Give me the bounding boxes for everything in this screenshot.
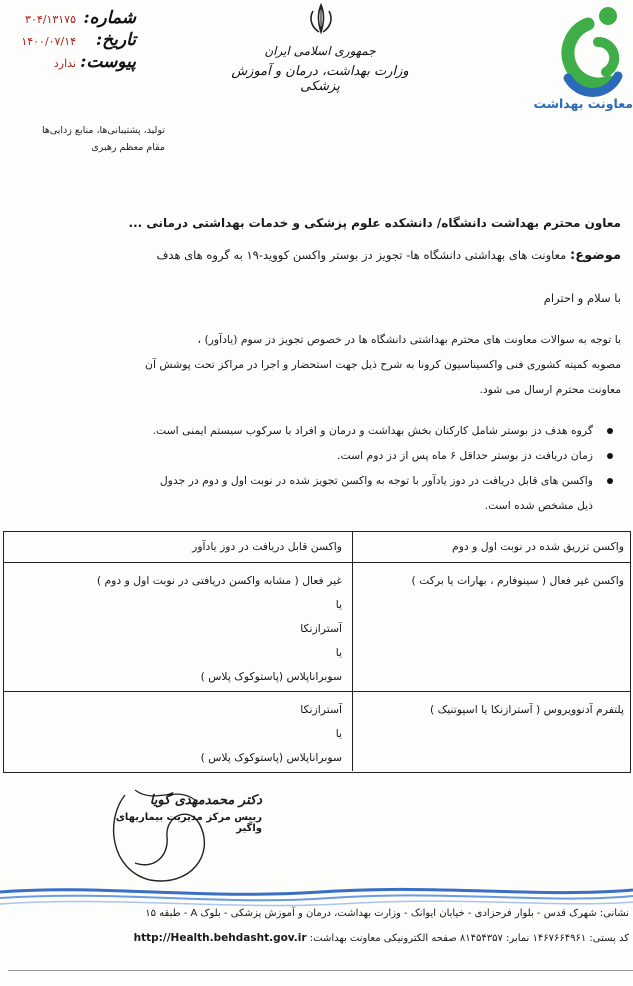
table-row [4,563,630,692]
footer-contact-line [134,932,629,944]
row1-left-line: یا [335,646,342,659]
slogan [0,122,165,156]
date-row [6,30,136,52]
row1-left-line: سوبراناپلاس (پاستوکوک پلاس ) [200,670,342,683]
footer-divider [8,970,633,971]
row2-right-text: پلتفرم آدنوویروس ( آسترازنکا یا اسپوتنیک ) [429,703,624,716]
attachment-row [6,52,136,74]
table-cell [352,692,630,771]
date-label: تاریخ: [95,30,136,50]
row1-right-text: واکسن غیر فعال ( سینوفارم ، بهارات یا برکت ) [411,574,624,587]
table-header-row [4,532,630,563]
footer-url-link[interactable]: http://Health.behdasht.gov.ir [133,932,307,944]
footer-contact: کد پستی: ۱۴۶۷۶۶۴۹۶۱ نمابر: ۸۱۴۵۴۳۵۷ صفحه الکترونیکی معاونت بهداشت: [309,933,629,944]
table-cell [4,563,352,691]
number-label: شماره: [83,8,136,28]
header-right-text: واکسن تزریق شده در نوبت اول و دوم [452,540,624,553]
header-left-text: واکسن قابل دریافت در دوز یادآور [192,540,342,553]
bullet-list [6,418,621,518]
row1-left-line: آسترازنکا [300,622,342,635]
table-cell [352,563,630,691]
iran-emblem-icon [304,2,338,36]
ministry-line-2: وزارت بهداشت، درمان و آموزش پزشکی [231,64,409,94]
row2-left-line: آسترازنکا [300,703,342,716]
subject-text: معاونت های بهداشتی دانشگاه ها- تجویز دز بوستر واکسن کووید-۱۹ به گروه های هدف [156,248,567,262]
signatory-name: دکتر محمدمهدی گویا [149,793,262,808]
letter-meta [6,8,136,74]
slogan-line-2: مقام معظم رهبری [91,142,165,153]
subject [157,248,622,263]
ministry-title [215,44,425,94]
greeting: با سلام و احترام [543,291,621,305]
intro-paragraph [21,327,621,402]
row2-left-text [201,698,342,770]
number-value: ۳۰۴/۱۳۱۷۵ [25,13,76,26]
table-header-cell [4,532,352,562]
row1-left-text [97,569,342,689]
logo-text: معاونت بهداشت [533,96,633,111]
date-value: ۱۴۰۰/۰۷/۱۴ [21,35,76,48]
bullet-text-3a: واکسن های قابل دریافت در دوز یادآور با توجه به واکسن تجویز شده در نوبت اول و دوم در جدول [159,474,593,487]
bullet-item [6,418,621,443]
table-cell [4,692,352,771]
row1-left-line: غیر فعال ( مشابه واکسن دریافتی در نوبت اول و دوم ) [96,574,342,587]
bullet-text-3b: ذیل مشخص شده است. [484,499,593,512]
slogan-line-1: تولید، پشتیبانی‌ها، منابع زدایی‌ها [41,125,165,136]
table-header-cell [352,532,630,562]
bullet-text-1: گروه هدف دز بوستر شامل کارکنان بخش بهداشت و درمان و افراد با سرکوب سیستم ایمنی است. [152,424,593,437]
bullet-item [6,443,621,468]
bullet-item [6,468,621,518]
attachment-value: ندارد [53,57,76,70]
para-line-3: معاونت محترم ارسال می شود. [479,383,621,396]
para-line-1: با توجه به سوالات معاونت های محترم بهداشتی دانشگاه ها در خصوص تجویز دز سوم (یادآور) ، [197,333,621,346]
table-row [4,692,630,771]
row2-left-line: سوبراناپلاس (پاستوکوک پلاس ) [200,751,342,764]
bullet-text-2: زمان دریافت دز بوستر حداقل ۶ ماه پس از دز دوم است. [337,449,593,462]
para-line-2: مصوبه کمیته کشوری فنی واکسیناسیون کرونا به شرح ذیل جهت استحضار و اجرا در مراکز تحت پوشش آن [145,358,621,371]
footer-address: نشانی: شهرک قدس - بلوار فرحزادی - خیابان ایوانک - وزارت بهداشت، درمان و آموزش پزشکی - بلوک A - طبقه ۱۵ [145,908,629,919]
vaccine-table [3,531,631,773]
ministry-line-1: جمهوری اسلامی ایران [264,44,376,58]
attachment-label: پیوست: [80,52,136,72]
addressee: معاون محترم بهداشت دانشگاه/ دانشکده علوم پزشکی و خدمات بهداشتی درمانی ... [128,216,621,230]
number-row [6,8,136,30]
footer-wave-band [0,884,633,910]
row2-left-line: یا [335,727,342,740]
row1-left-line: یا [335,598,342,611]
signature-block [92,793,262,834]
signatory-title: رییس مرکز مدیریت بیماریهای واگیر [115,812,262,834]
subject-label: موضوع: [570,248,621,263]
